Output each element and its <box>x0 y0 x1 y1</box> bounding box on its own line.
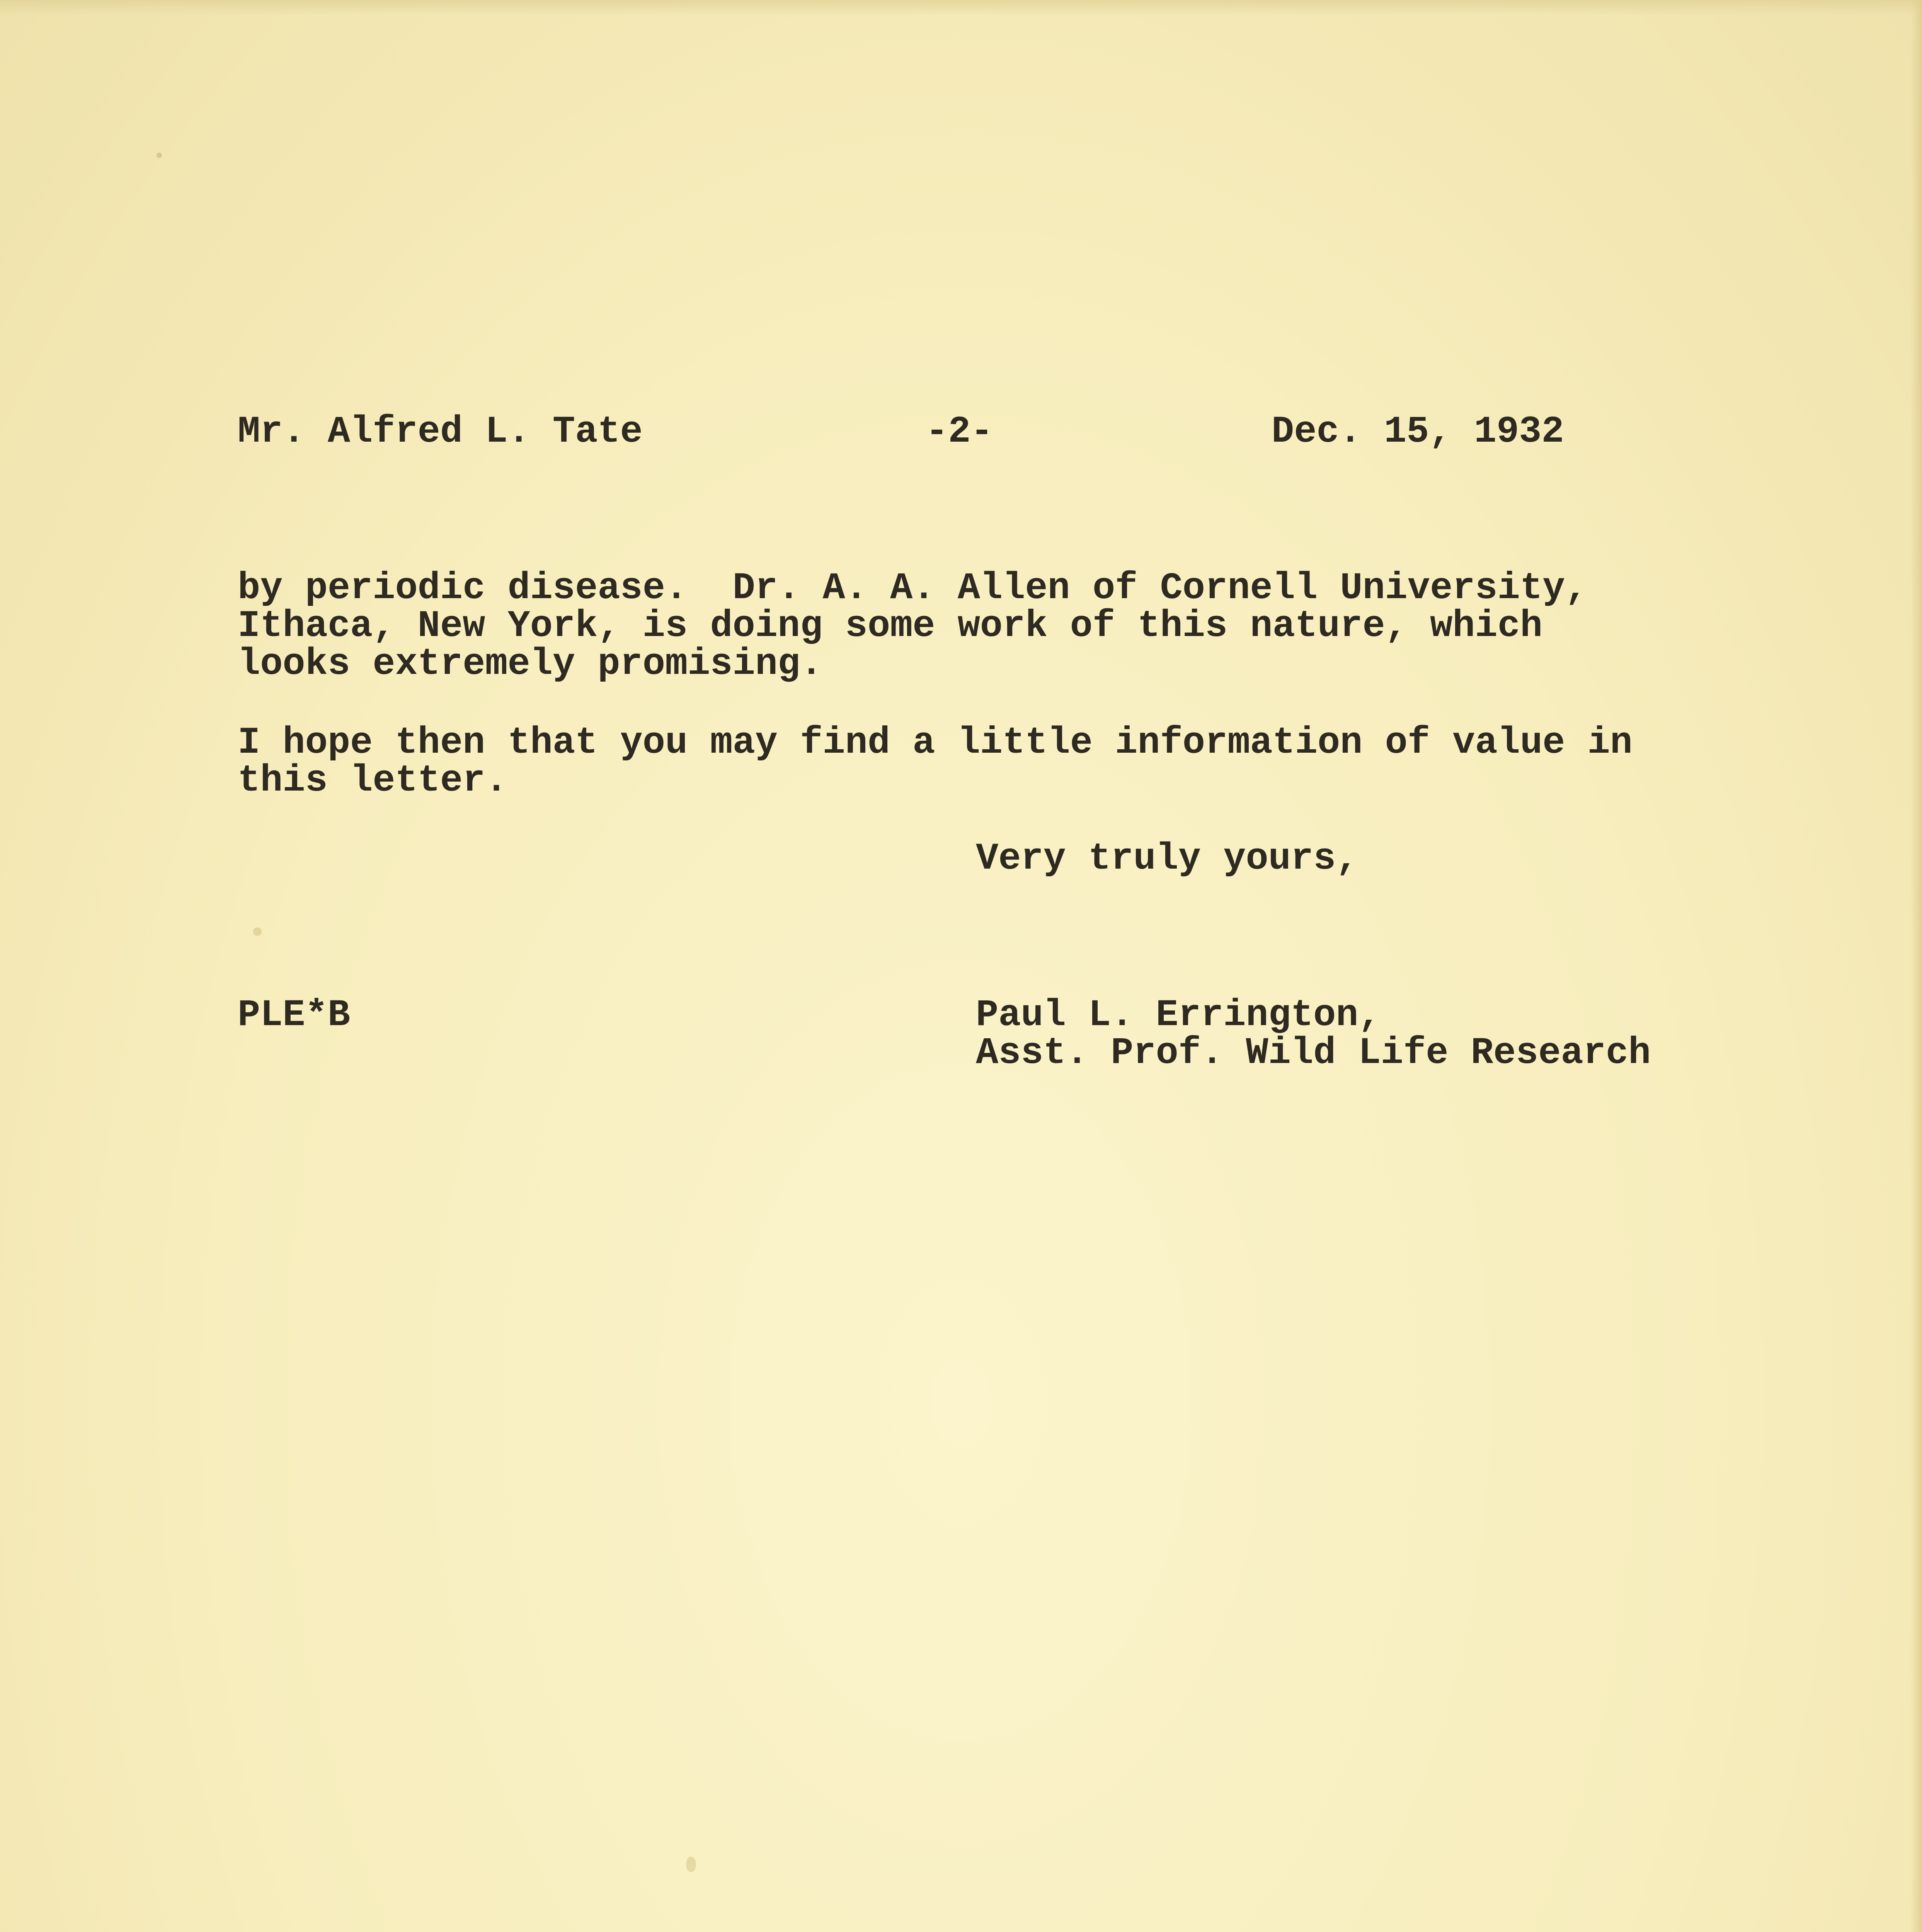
paper-blemish <box>157 153 162 158</box>
header-recipient: Mr. Alfred L. Tate <box>238 411 643 453</box>
typist-initials: PLE*B <box>238 994 351 1037</box>
signer-name: Paul L. Errington, <box>976 994 1381 1037</box>
header-date: Dec. 15, 1932 <box>1272 411 1564 453</box>
header-page-number: -2- <box>926 411 993 453</box>
body-line: looks extremely promising. <box>238 643 823 685</box>
paper-edge-shadow <box>1910 0 1922 1932</box>
paper-blemish <box>686 1857 696 1872</box>
body-line: this letter. <box>238 760 508 802</box>
paper-edge-shadow <box>0 0 1922 15</box>
body-line: by periodic disease. Dr. A. A. Allen of Cornell University, <box>238 567 1588 610</box>
body-line: Ithaca, New York, is doing some work of this nature, which <box>238 605 1543 648</box>
closing-salutation: Very truly yours, <box>976 838 1359 880</box>
signer-title: Asst. Prof. Wild Life Research <box>976 1032 1651 1075</box>
body-line: I hope then that you may find a little information of value in <box>238 722 1633 764</box>
paper-blemish <box>253 927 262 936</box>
